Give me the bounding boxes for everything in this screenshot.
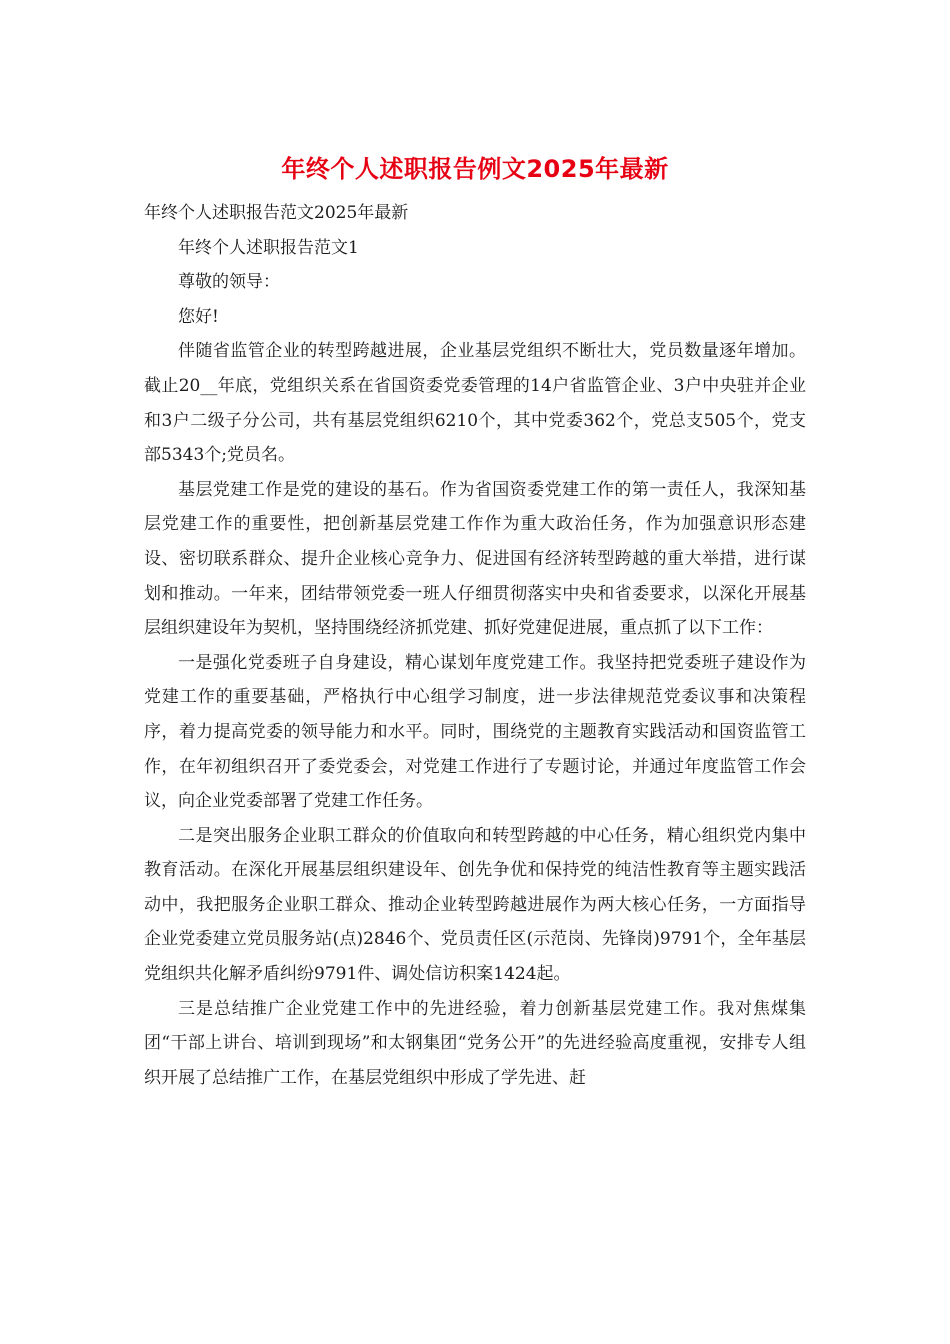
paragraph: 年终个人述职报告范文1 — [178, 237, 359, 258]
paragraph: 二是突出服务企业职工群众的价值取向和转型跨越的中心任务，精心组织党内集中教育活动。在深化开展基层组织建设年、创先争优和保持党的纯洁性教育等主题实践活动中，我把服务企业职工群众、推动企业转型跨越进展作为两大核心任务，一方面指导企业党委建立党员服务站(点)2846个、党员责任区(示范岗、先锋岗)9791个，全年基层党组织共化解矛盾纠纷9791件、调处信访积案1424起。 — [144, 825, 806, 985]
paragraph: 您好! — [178, 306, 219, 327]
document-subtitle: 年终个人述职报告范文2025年最新 — [144, 203, 409, 223]
paragraph: 伴随省监管企业的转型跨越进展，企业基层党组织不断壮大，党员数量逐年增加。截止20__年底，党组织关系在省国资委党委管理的14户省监管企业、3户中央驻并企业和3户二级子分公司，共有基层党组织6210个，其中党委362个，党总支505个，党支部5343个;党员名。 — [144, 341, 806, 466]
document-body — [144, 196, 806, 1095]
document-title: 年终个人述职报告例文2025年最新 — [281, 155, 669, 183]
paragraph: 尊敬的领导： — [178, 272, 280, 293]
paragraph: 一是强化党委班子自身建设，精心谋划年度党建工作。我坚持把党委班子建设作为党建工作的重要基础，严格执行中心组学习制度，进一步法律规范党委议事和决策程序，着力提高党委的领导能力和水平。同时，围绕党的主题教育实践活动和国资监管工作，在年初组织召开了委党委会，对党建工作进行了专题讨论，并通过年度监管工作会议，向企业党委部署了党建工作任务。 — [144, 652, 806, 812]
paragraph: 基层党建工作是党的建设的基石。作为省国资委党建工作的第一责任人，我深知基层党建工作的重要性，把创新基层党建工作作为重大政治任务，作为加强意识形态建设、密切联系群众、提升企业核心竞争力、促进国有经济转型跨越的重大举措，进行谋划和推动。一年来，团结带领党委一班人仔细贯彻落实中央和省委要求，以深化开展基层组织建设年为契机，坚持围绕经济抓党建、抓好党建促进展，重点抓了以下工作： — [144, 479, 806, 639]
paragraph: 三是总结推广企业党建工作中的先进经验，着力创新基层党建工作。我对焦煤集团“干部上讲台、培训到现场”和太钢集团“党务公开”的先进经验高度重视，安排专人组织开展了总结推广工作，在基层党组织中形成了学先进、赶 — [144, 998, 806, 1088]
